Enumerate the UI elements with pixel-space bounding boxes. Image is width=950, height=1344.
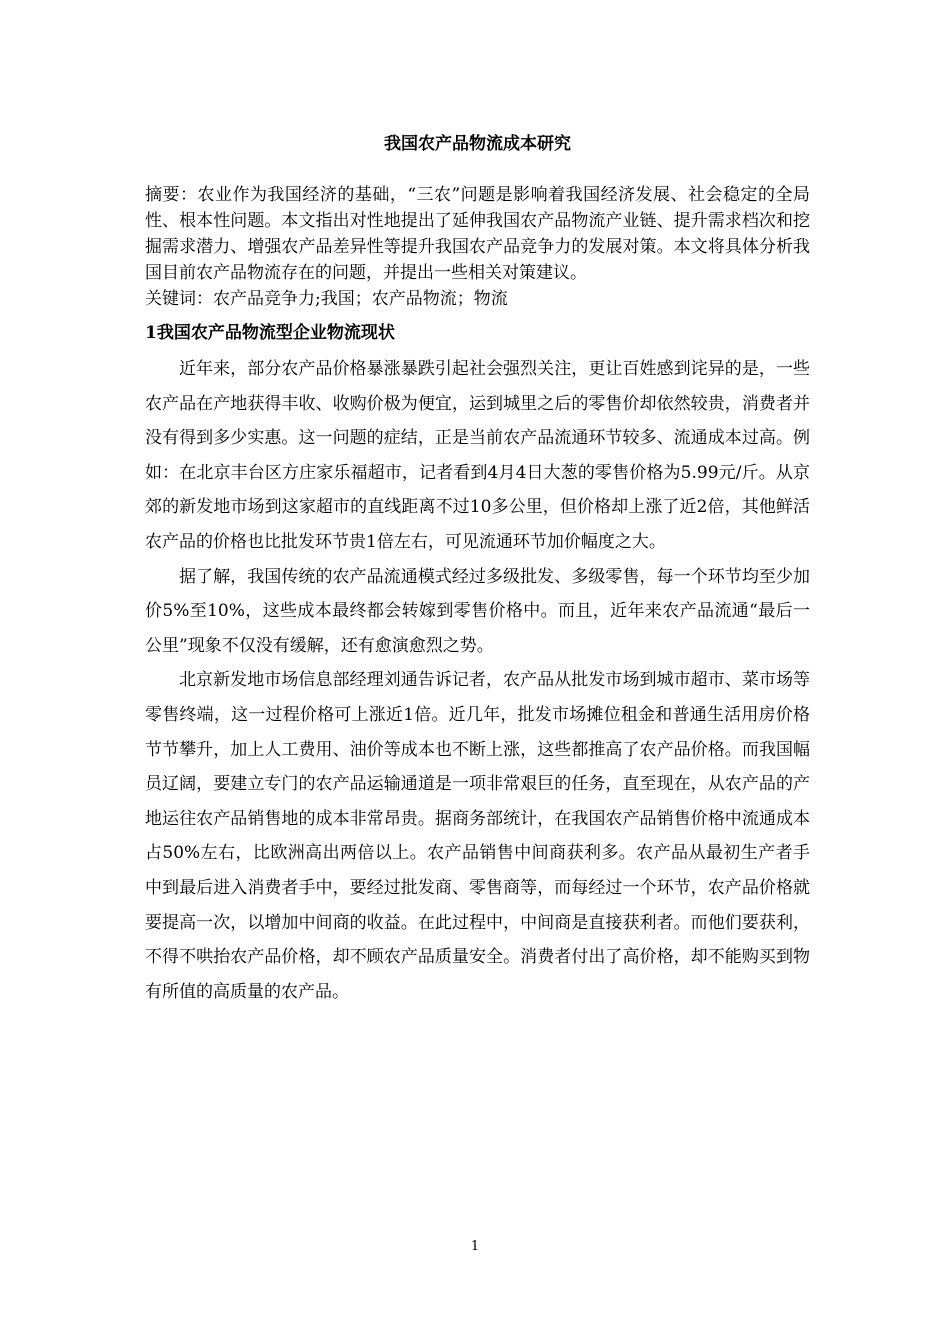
body-paragraph: 据了解，我国传统的农产品流通模式经过多级批发、多级零售，每一个环节均至少加价5%至10%，这些成本最终都会转嫁到零售价格中。而且，近年来农产品流通“最后一公里”现象不仅没有缓解，还有愈演愈烈之势。	[145, 566, 810, 656]
document-title: 我国农产品物流成本研究	[384, 134, 571, 154]
section-heading: 1我国农产品物流型企业物流现状	[145, 323, 395, 343]
keywords-text: 关键词：农产品竞争力;我国；农产品物流；物流	[145, 289, 508, 309]
page-number: 1	[470, 1239, 480, 1254]
body-paragraph: 北京新发地市场信息部经理刘通告诉记者，农产品从批发市场到城市超市、菜市场等零售终端，这一过程价格可上涨近1倍。近几年，批发市场摊位租金和普通生活用房价格节节攀升，加上人工费用、油价等成本也不断上涨，这些都推高了农产品价格。而我国幅员辽阔，要建立专门的农产品运输通道是一项非常艰巨的任务，直至现在，从农产品的产地运往农产品销售地的成本非常昂贵。据商务部统计，在我国农产品销售价格中流通成本占50%左右，比欧洲高出两倍以上。农产品销售中间商获利多。农产品从最初生产者手中到最后进入消费者手中，要经过批发商、零售商等，而每经过一个环节，农产品价格就要提高一次，以增加中间商的收益。在此过程中，中间商是直接获利者。而他们要获利，不得不哄抬农产品价格，却不顾农产品质量安全。消费者付出了高价格，却不能购买到物有所值的高质量的农产品。	[145, 670, 810, 1002]
abstract-text: 摘要：农业作为我国经济的基础，“三农”问题是影响着我国经济发展、社会稳定的全局性、根本性问题。本文指出对性地提出了延伸我国农产品物流产业链、提升需求档次和挖掘需求潜力、增强农产品差异性等提升我国农产品竞争力的发展对策。本文将具体分析我国目前农产品物流存在的问题，并提出一些相关对策建议。	[145, 185, 810, 283]
body-paragraph: 近年来，部分农产品价格暴涨暴跌引起社会强烈关注，更让百姓感到诧异的是，一些农产品在产地获得丰收、收购价极为便宜，运到城里之后的零售价却依然较贵，消费者并没有得到多少实惠。这一问题的症结，正是当前农产品流通环节较多、流通成本过高。例如：在北京丰台区方庄家乐福超市，记者看到4月4日大葱的零售价格为5.99元/斤。从京郊的新发地市场到这家超市的直线距离不过10多公里，但价格却上涨了近2倍，其他鲜活农产品的价格也比批发环节贵1倍左右，可见流通环节加价幅度之大。	[145, 359, 810, 552]
document-page	[145, 130, 810, 1009]
